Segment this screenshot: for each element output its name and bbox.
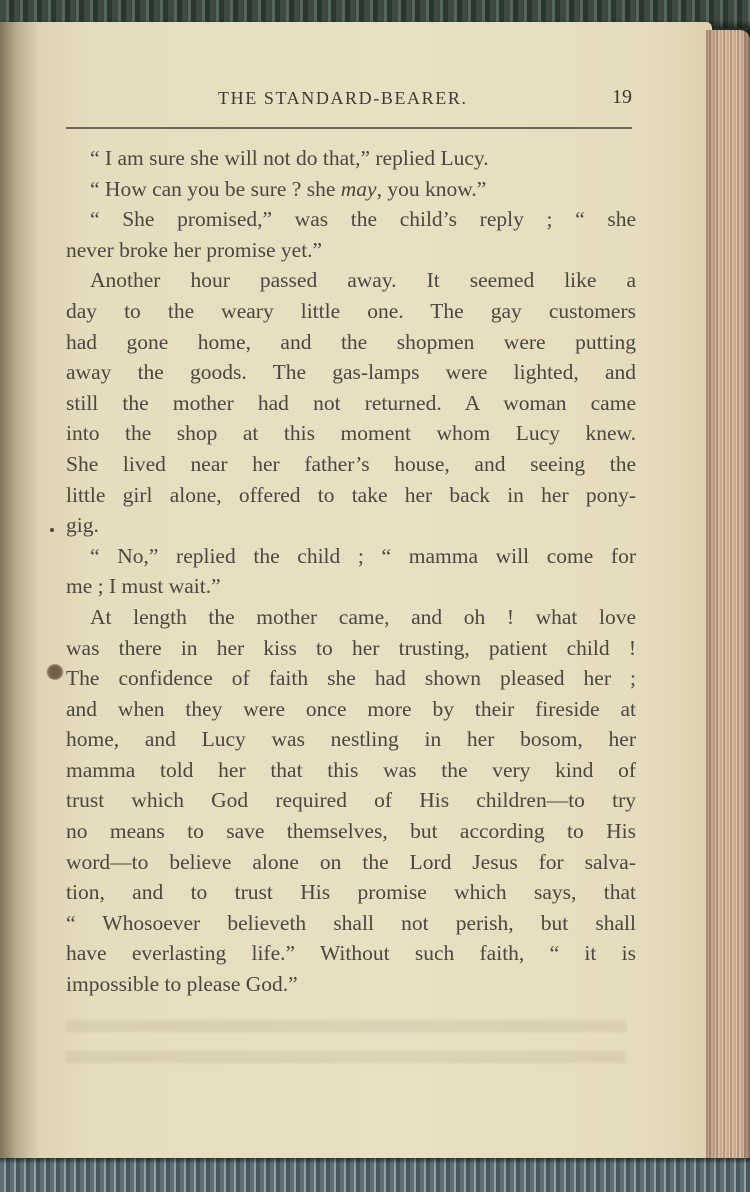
text-line: have everlasting life.” Without such faith, “ it is <box>66 941 636 966</box>
running-head <box>66 88 632 114</box>
text-line: word—to believe alone on the Lord Jesus for salva- <box>66 849 636 874</box>
text-line: “ No,” replied the child ; “ mamma will come for <box>90 543 636 568</box>
show-through <box>66 1012 626 1072</box>
body-text <box>66 143 636 1000</box>
text-line: tion, and to trust His promise which says, that <box>66 880 636 905</box>
text-line: impossible to please God.” <box>66 972 298 997</box>
text-line: and when they were once more by their fireside at <box>66 696 636 721</box>
page-number: 19 <box>612 86 632 108</box>
text-line: day to the weary little one. The gay customers <box>66 298 636 323</box>
text-line: still the mother had not returned. A woman came <box>66 390 636 415</box>
text-line: Another hour passed away. It seemed like a <box>90 268 636 293</box>
text-line: trust which God required of His children—to try <box>66 788 636 813</box>
text-line: mamma told her that this was the very kind of <box>66 757 636 782</box>
text-line: gig. <box>66 513 99 538</box>
text-line: She lived near her father’s house, and seeing the <box>66 451 636 476</box>
text-line: At length the mother came, and oh ! what love <box>90 604 636 629</box>
ink-dot <box>50 528 54 532</box>
text-line: had gone home, and the shopmen were putting <box>66 329 636 354</box>
text-line: was there in her kiss to her trusting, patient child ! <box>66 635 636 660</box>
text-line: no means to save themselves, but according to His <box>66 819 636 844</box>
running-title: THE STANDARD-BEARER. <box>218 88 468 108</box>
gutter-shadow <box>0 22 40 1160</box>
text-line: “ She promised,” was the child’s reply ; “ she <box>90 207 636 232</box>
text-line: into the shop at this moment whom Lucy knew. <box>66 421 636 446</box>
ink-blot <box>46 664 64 680</box>
page-edges <box>706 30 750 1160</box>
bottom-binding <box>0 1158 750 1192</box>
text-line: away the goods. The gas-lamps were lighted, and <box>66 360 636 385</box>
text-line: me ; I must wait.” <box>66 574 221 599</box>
text-line: “ Whosoever believeth shall not perish, but shall <box>66 910 636 935</box>
head-rule <box>66 127 632 129</box>
text-line: “ I am sure she will not do that,” replied Lucy. <box>90 146 489 170</box>
text-line: never broke her promise yet.” <box>66 237 323 262</box>
text-line: The confidence of faith she had shown pleased her ; <box>66 666 636 691</box>
text-line: “ How can you be sure ? she may, you know.” <box>90 176 487 201</box>
text-line: little girl alone, offered to take her back in her pony- <box>66 482 636 507</box>
text-line: home, and Lucy was nestling in her bosom, her <box>66 727 636 752</box>
